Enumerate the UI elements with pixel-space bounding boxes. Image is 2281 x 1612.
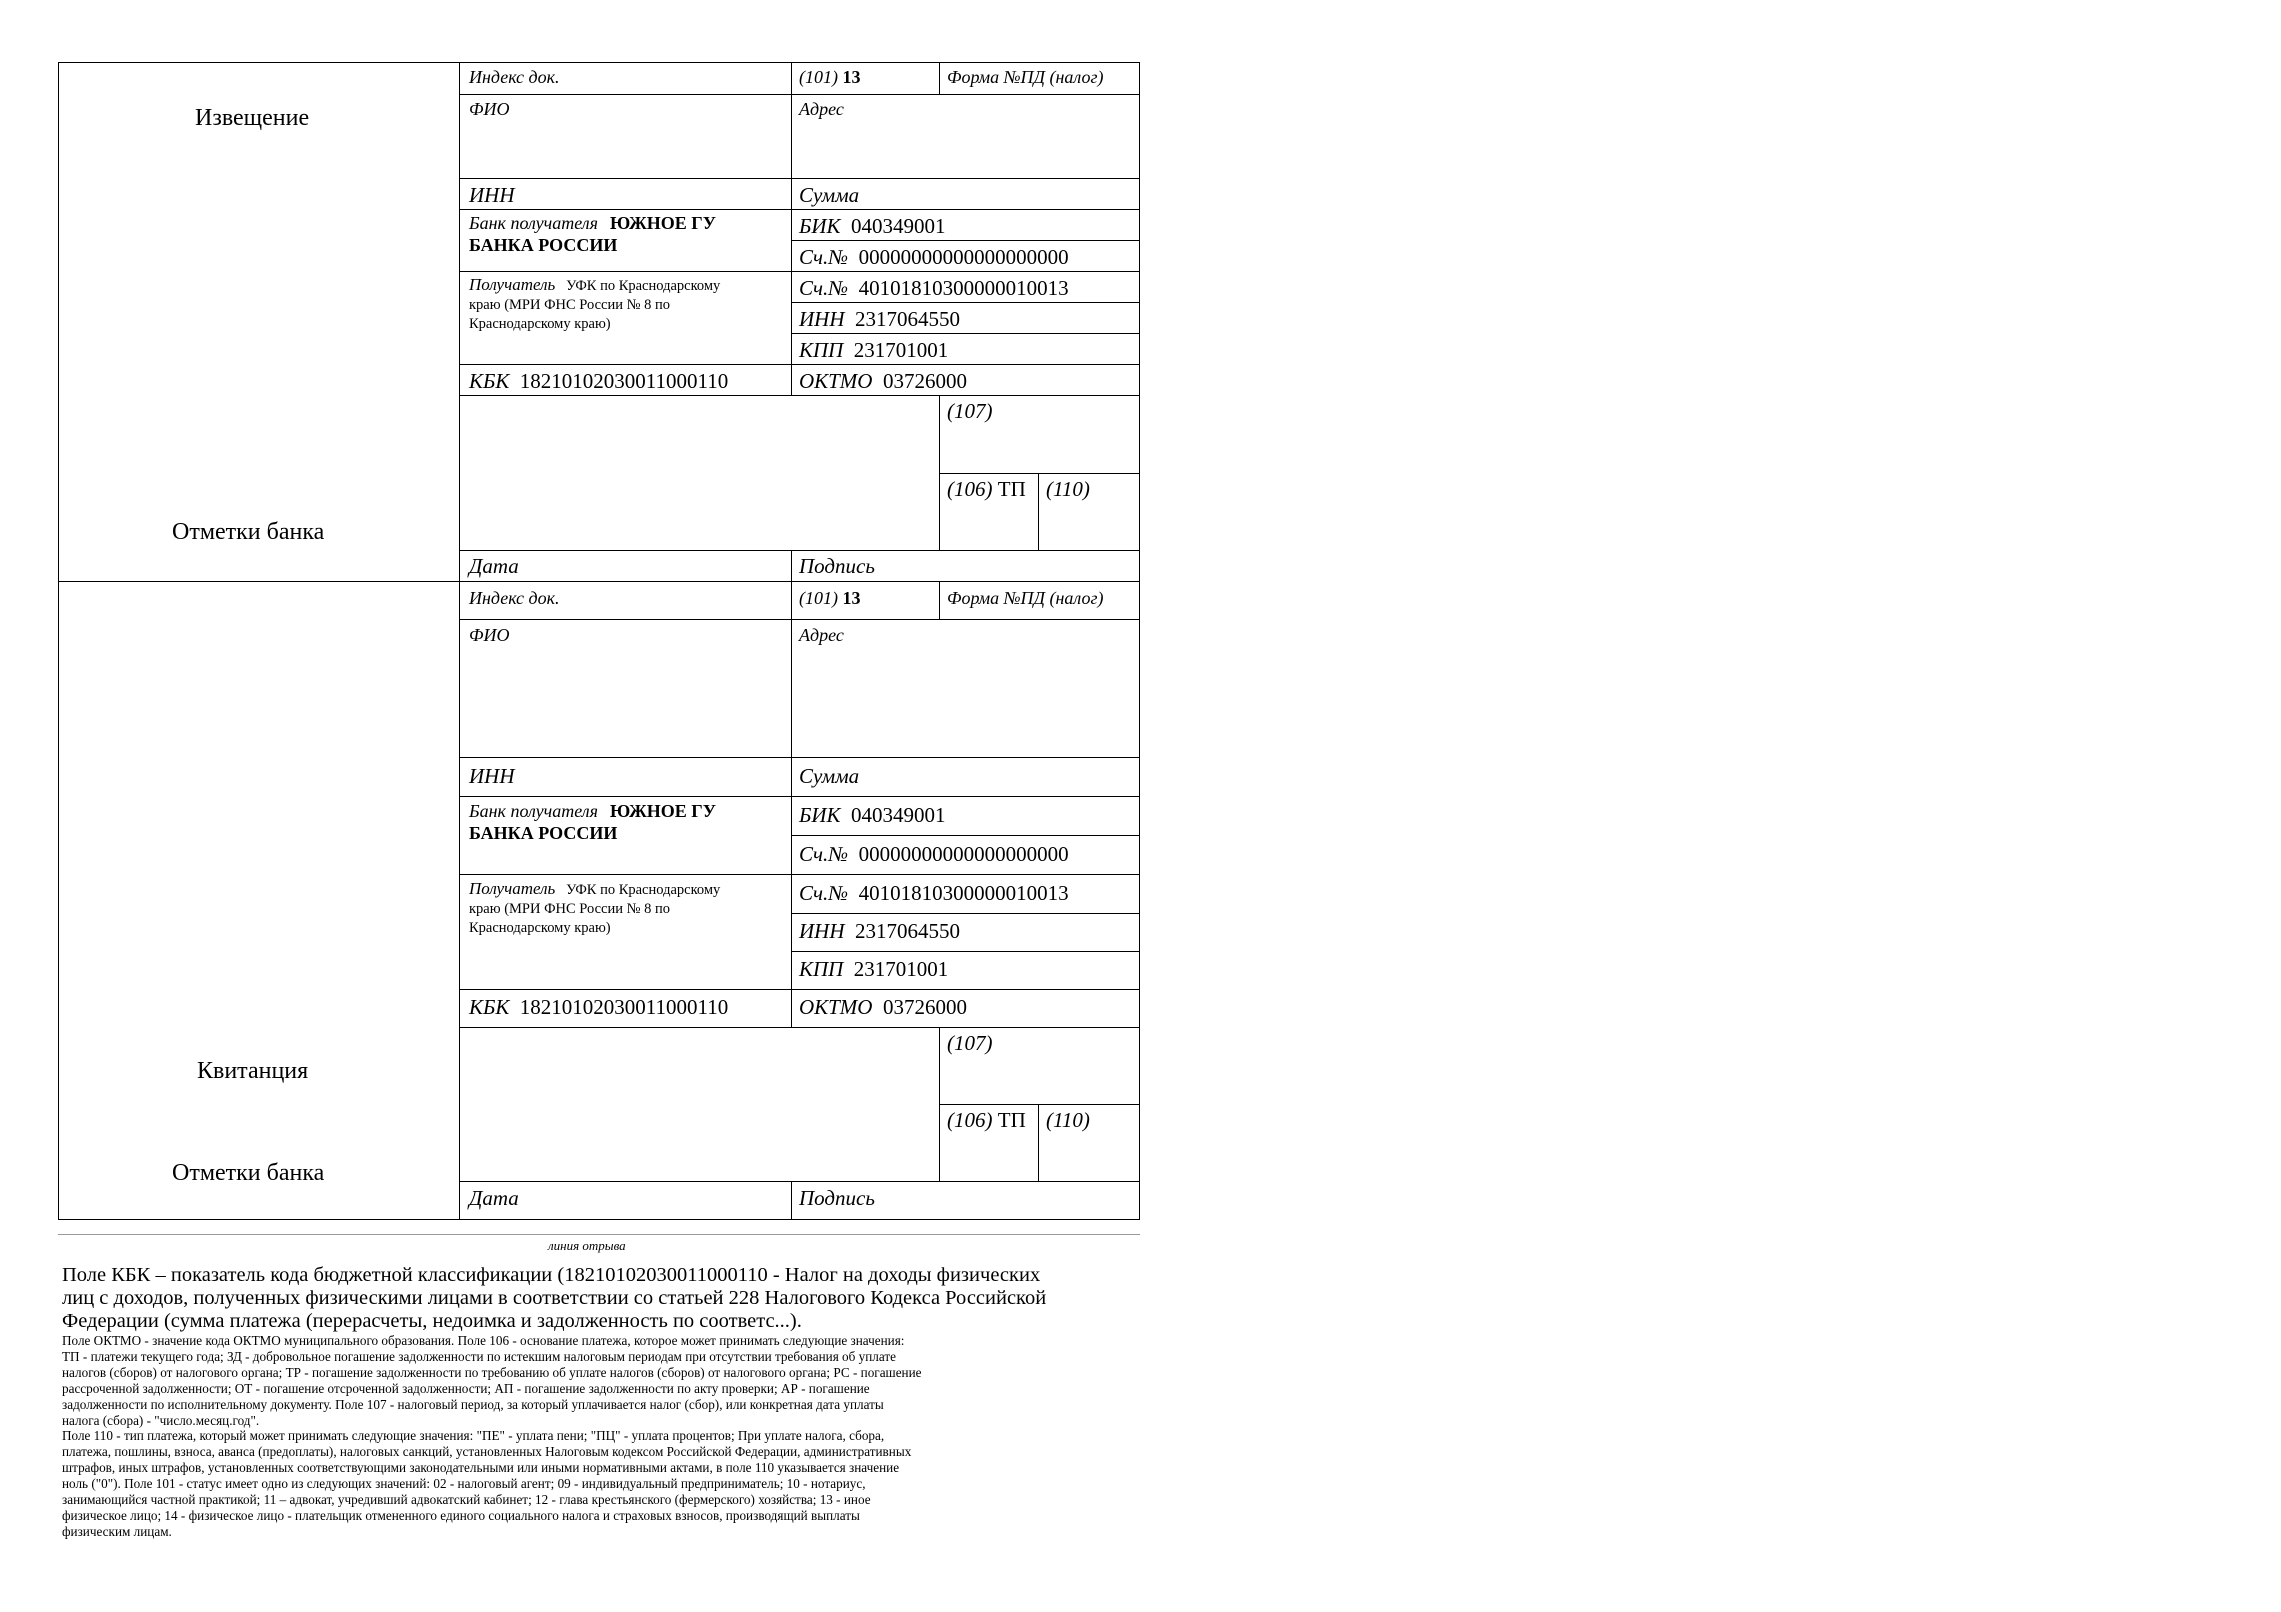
grid-line [939, 395, 940, 550]
field-notes [62, 1333, 1142, 1540]
bik-label: БИК [799, 803, 841, 827]
grid-line [459, 1027, 1139, 1028]
sum-label: Сумма [799, 183, 860, 207]
grid-line [939, 1104, 1139, 1105]
status-code [799, 588, 861, 609]
grid-line [459, 796, 1139, 797]
grid-line [459, 757, 1139, 758]
kbk-field [469, 369, 728, 394]
grid-line [459, 1181, 1139, 1182]
oktmo-label: ОКТМО [799, 995, 873, 1019]
notice-title: Извещение [195, 105, 310, 131]
kbk-note-line: Поле КБК – показатель кода бюджетной классификации (18210102030011000110 - Налог на доходы физических [62, 1264, 1041, 1286]
grid-line [939, 1027, 940, 1181]
field-106 [947, 1108, 1026, 1133]
kbk-field [469, 995, 728, 1020]
kpp-value: 231701001 [853, 957, 949, 981]
grid-line [791, 581, 792, 1027]
acc1-label: Сч.№ [799, 842, 849, 866]
inn2-label: ИНН [799, 919, 845, 943]
grid-line [791, 913, 1139, 914]
kpp-field [799, 957, 948, 982]
bik-value: 040349001 [851, 803, 946, 827]
kbk-note-line: Федерации (сумма платежа (перерасчеты, недоимка и задолженность по соответс...). [62, 1310, 802, 1332]
kbk-value: 18210102030011000110 [519, 369, 729, 393]
acc2-label: Сч.№ [799, 276, 849, 300]
recipient-inn-field [799, 919, 960, 944]
recipient-label: Получатель [469, 879, 556, 898]
grid-line [791, 835, 1139, 836]
grid-line [459, 395, 1139, 396]
recipient-bank-label: Банк получателя [469, 213, 598, 233]
grid-line [939, 581, 940, 619]
field-107: (107) [947, 399, 993, 423]
recipient-inn-field [799, 307, 960, 332]
recipient-account-field [799, 276, 1069, 301]
grid-line [459, 209, 1139, 210]
note-line: платежа, пошлины, взноса, аванса (предоплаты), налоговых санкций, установленных Налоговым кодексом Российской Федерации, административных [62, 1444, 912, 1460]
oktmo-value: 03726000 [882, 369, 967, 393]
payment-form [58, 62, 1140, 1220]
status-code-label: (101) [799, 588, 838, 608]
payer-inn-label: ИНН [469, 764, 515, 788]
fio-label: ФИО [469, 625, 510, 645]
address-label: Адрес [799, 625, 844, 645]
section-divider [59, 581, 1139, 582]
field-110: (110) [1046, 1108, 1090, 1132]
grid-line [459, 874, 1139, 875]
recipient-account-field [799, 881, 1069, 906]
note-line: налогов (сборов) от налогового органа; ТР - погашение задолженности по требованию об уплате налогов (сборов) от налогового органа; РС - погашение [62, 1364, 922, 1380]
grid-line [1038, 473, 1039, 550]
kpp-label: КПП [799, 338, 844, 362]
payer-inn-label: ИНН [469, 183, 515, 207]
kbk-label: КБК [469, 369, 510, 393]
recipient-value-2: краю (МРИ ФНС России № 8 по [469, 901, 670, 917]
grid-line [459, 550, 1139, 551]
recipient [469, 879, 787, 938]
signature-label: Подпись [799, 1186, 875, 1210]
oktmo-field [799, 369, 967, 394]
acc2-value: 40101810300000010013 [858, 276, 1069, 300]
field-106-value: ТП [997, 1108, 1026, 1132]
note-line: задолженности по исполнительному документу. Поле 107 - налоговый период, за который уплачивается налог (сбор), или конкретная дата уплаты [62, 1396, 884, 1412]
recipient-bank [469, 213, 716, 257]
inn2-label: ИНН [799, 307, 845, 331]
grid-line [791, 1181, 792, 1220]
field-110: (110) [1046, 477, 1090, 501]
grid-line [459, 178, 1139, 179]
recipient-bank-value-2: БАНКА РОССИИ [469, 823, 618, 843]
oktmo-field [799, 995, 967, 1020]
date-label: Дата [469, 554, 519, 578]
recipient-value-1: УФК по Краснодарскому [566, 278, 721, 294]
recipient-bank [469, 801, 716, 845]
recipient-value-3: Краснодарскому краю) [469, 920, 611, 936]
grid-line [1038, 1104, 1039, 1181]
field-106-label: (106) [947, 1108, 993, 1132]
signature-label: Подпись [799, 554, 875, 578]
status-code-label: (101) [799, 67, 838, 87]
recipient [469, 275, 787, 334]
grid-line [939, 473, 1139, 474]
recipient-value-2: краю (МРИ ФНС России № 8 по [469, 297, 670, 313]
note-line: Поле 110 - тип платежа, который может принимать следующие значения: "ПЕ" - уплата пени; "ПЦ" - уплата процентов; При уплате налога, сбора, [62, 1428, 885, 1444]
acc1-value: 00000000000000000000 [858, 245, 1069, 269]
status-code-value: 13 [842, 588, 861, 608]
receipt-bank-marks: Отметки банка [172, 1160, 325, 1186]
fio-label: ФИО [469, 99, 510, 119]
form-name-label: Форма №ПД (налог) [947, 588, 1104, 608]
inn2-value: 2317064550 [855, 307, 960, 331]
kpp-value: 231701001 [853, 338, 949, 362]
note-line: Поле ОКТМО - значение кода ОКТМО муниципального образования. Поле 106 - основание платежа, которое может принимать следующие значения: [62, 1333, 905, 1348]
grid-line [459, 271, 1139, 272]
receipt-title: Квитанция [197, 1058, 309, 1084]
oktmo-value: 03726000 [882, 995, 967, 1019]
grid-line [791, 240, 1139, 241]
acc1-value: 00000000000000000000 [858, 842, 1069, 866]
grid-line [791, 302, 1139, 303]
note-line: физическим лицам. [62, 1523, 172, 1539]
field-106-label: (106) [947, 477, 993, 501]
field-107: (107) [947, 1031, 993, 1055]
grid-line [791, 550, 792, 581]
note-line: налога (сбора) - "число.месяц.год". [62, 1412, 260, 1428]
bik-value: 040349001 [851, 214, 946, 238]
note-line: рассроченной задолженности; ОТ - погашение отсроченной задолженности; АП - погашение задолженности по акту проверки; АР - погашение [62, 1380, 870, 1396]
grid-line [791, 333, 1139, 334]
notice-bank-marks: Отметки банка [172, 519, 325, 545]
grid-line [459, 94, 1139, 95]
status-code-value: 13 [842, 67, 861, 87]
status-code [799, 67, 861, 88]
kpp-field [799, 338, 948, 363]
index-doc-label: Индекс док. [469, 588, 560, 608]
form-name-label: Форма №ПД (налог) [947, 67, 1104, 87]
recipient-bank-value-2: БАНКА РОССИИ [469, 235, 618, 255]
recipient-bank-value-1: ЮЖНОЕ ГУ [609, 801, 716, 821]
grid-line [459, 989, 1139, 990]
grid-line [939, 63, 940, 94]
kbk-label: КБК [469, 995, 510, 1019]
field-106 [947, 477, 1026, 502]
grid-line [791, 951, 1139, 952]
address-label: Адрес [799, 99, 844, 119]
side-column-divider [459, 63, 460, 1220]
recipient-value-1: УФК по Краснодарскому [566, 882, 721, 898]
kbk-value: 18210102030011000110 [519, 995, 729, 1019]
recipient-value-3: Краснодарскому краю) [469, 316, 611, 332]
correspondent-account-field [799, 245, 1069, 270]
note-line: ТП - платежи текущего года; ЗД - добровольное погашение задолженности по истекшим налоговым периодам при отсутствии требования об уплате [62, 1348, 897, 1364]
kbk-note [62, 1264, 1142, 1333]
sum-label: Сумма [799, 764, 860, 788]
cut-line-label: линия отрыва [548, 1238, 626, 1253]
grid-line [459, 619, 1139, 620]
note-line: ноль ("0"). Поле 101 - статус имеет одно из следующих значений: 02 - налоговый агент; 09 - индивидуальный предприниматель; 10 - нотариус, [62, 1476, 866, 1492]
acc2-label: Сч.№ [799, 881, 849, 905]
recipient-bank-value-1: ЮЖНОЕ ГУ [609, 213, 716, 233]
cut-line [58, 1234, 1140, 1235]
bik-field [799, 803, 946, 828]
bik-label: БИК [799, 214, 841, 238]
bik-field [799, 214, 946, 239]
kbk-note-line: лиц с доходов, полученных физическими лицами в соответствии со статьей 228 Налогового Кодекса Российской [62, 1287, 1047, 1309]
date-label: Дата [469, 1186, 519, 1210]
oktmo-label: ОКТМО [799, 369, 873, 393]
note-line: штрафов, иных штрафов, установленных соответствующими законодательными или иными нормативными актами, в поле 110 указывается значение [62, 1460, 900, 1476]
inn2-value: 2317064550 [855, 919, 960, 943]
field-106-value: ТП [997, 477, 1026, 501]
correspondent-account-field [799, 842, 1069, 867]
grid-line [791, 63, 792, 395]
kpp-label: КПП [799, 957, 844, 981]
acc1-label: Сч.№ [799, 245, 849, 269]
acc2-value: 40101810300000010013 [858, 881, 1069, 905]
note-line: физическое лицо; 14 - физическое лицо - плательщик отмененного единого социального налога и страховых взносов, производящий выплаты [62, 1507, 860, 1523]
recipient-label: Получатель [469, 275, 556, 294]
grid-line [459, 364, 1139, 365]
note-line: занимающийся частной практикой; 11 – адвокат, учредивший адвокатский кабинет; 12 - глава крестьянского (фермерского) хозяйства; 13 - иное [62, 1492, 871, 1508]
recipient-bank-label: Банк получателя [469, 801, 598, 821]
index-doc-label: Индекс док. [469, 67, 560, 87]
